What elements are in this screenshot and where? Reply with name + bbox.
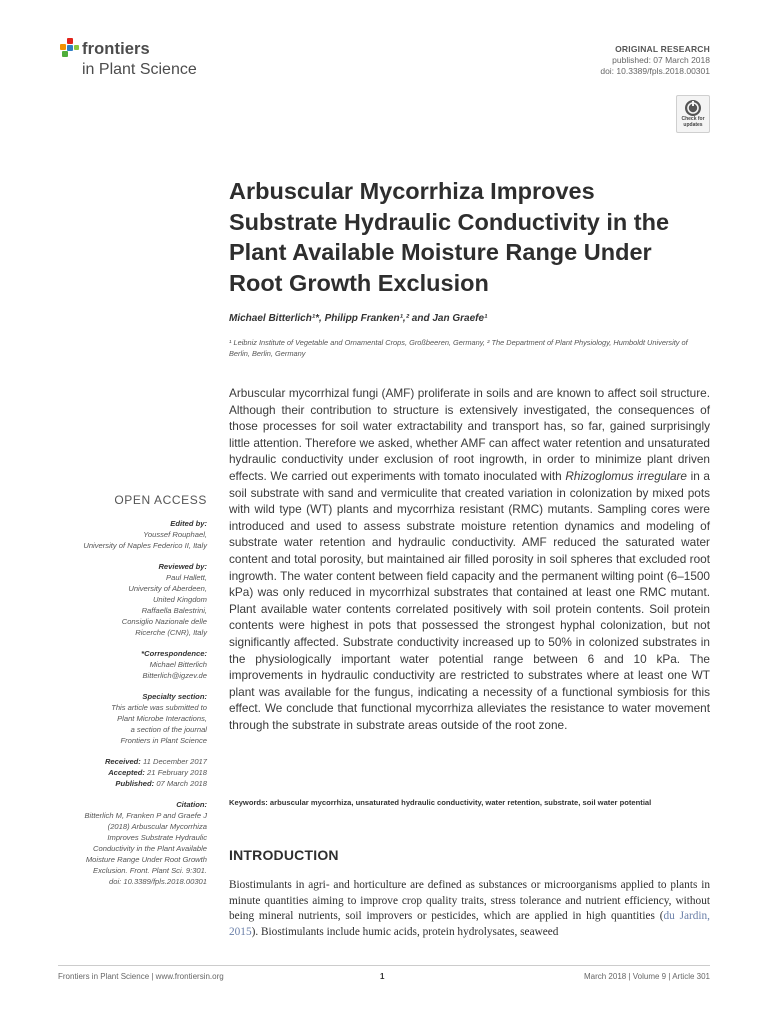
reviewed-by-heading: Reviewed by: bbox=[158, 562, 207, 571]
intro-text-1: Biostimulants in agri- and horticulture are defined as substances or microorganisms applied to plants in minute quantities aiming to improve crop quality traits, stress tolerance and nutrient efficiency, without being mineral nutrients, soil improvers or pesticides, which are applied in high quantities ( bbox=[229, 879, 710, 923]
correspondence-name: Michael Bitterlich bbox=[149, 660, 207, 669]
citation-line: Exclusion. Front. Plant Sci. 9:301. bbox=[93, 866, 207, 875]
reviewer-line: United Kingdom bbox=[152, 595, 207, 604]
correspondence-email[interactable]: Bitterlich@igzev.de bbox=[142, 671, 207, 680]
edited-by-heading: Edited by: bbox=[170, 519, 207, 528]
check-updates-icon bbox=[684, 99, 702, 117]
footer-issue: March 2018 | Volume 9 | Article 301 bbox=[583, 972, 710, 981]
article-doi[interactable]: doi: 10.3389/fpls.2018.00301 bbox=[600, 66, 710, 76]
correspondence-section bbox=[58, 648, 207, 681]
accepted-date: 21 February 2018 bbox=[147, 768, 207, 777]
footer-journal: Frontiers in Plant Science | www.frontiersin.org bbox=[58, 972, 224, 981]
article-type: ORIGINAL RESEARCH bbox=[615, 44, 710, 54]
editor-line: University of Naples Federico II, Italy bbox=[83, 541, 207, 550]
page-number: 1 bbox=[380, 972, 385, 981]
article-meta bbox=[600, 44, 710, 77]
check-for-updates-button[interactable] bbox=[676, 95, 710, 133]
received-date: 11 December 2017 bbox=[142, 757, 207, 766]
correspondence-heading: *Correspondence: bbox=[141, 649, 207, 658]
article-title: Arbuscular Mycorrhiza Improves Substrate Hydraulic Conductivity in the Plant Available Moisture Range Under Root Growth Exclusion bbox=[229, 178, 670, 296]
specialty-line: Frontiers in Plant Science bbox=[120, 736, 207, 745]
edited-by-section bbox=[58, 518, 207, 551]
citation-section bbox=[58, 799, 207, 887]
abstract-text-1: Arbuscular mycorrhizal fungi (AMF) proliferate in soils and are known to affect soil structure. Although their contribution to structure is extensively investigated, the consequences of those processes for soil water extractability and transport has, so far, gained surprisingly little attention. Therefore we asked, whether AMF can affect water retention and unsaturated hydraulic conductivity under exclusion of root ingrowth, in order to minimize plant driven effects. We carried out experiments with tomato inoculated with bbox=[229, 386, 710, 483]
citation-line: Moisture Range Under Root Growth bbox=[85, 855, 207, 864]
abstract-text-2: in a soil substrate with sand and vermiculite that created variation in colonization by mixed pots with wild type (WT) plants and mycorrhiza resistant (RMC) mutants. Sampling cores were introduced and used to assess substrate moisture retention dynamics and modeling of substrate water retention and hydraulic conductivity. AMF reduced the saturated water content and total porosity, but maintained air filled porosity in soil spheres that excluded root ingrowth. The water content between field capacity and the permanent wilting point (6–1500 kPa) was only reduced in mycorrhizal substrates that contained at least one RMC mutant. Plant available water contents correlated positively with soil protein contents. Soil protein contents were highest in pots that possessed the strongest hyphal colonization, but not significantly affected. Substrate conductivity increased up to 50% in colonized substrates in the physiologically important water potential range between 6 and 10 kPa. The improvements in hydraulic conductivity are restricted to substrates where at least one WT plant was available for the fungus, indicating a necessity of a functional symbiosis for this effect. We conclude that functional mycorrhiza alleviates the resistance to water movement through the substrate in substrate areas outside of the root zone. bbox=[229, 468, 710, 732]
introduction-heading: INTRODUCTION bbox=[229, 847, 339, 863]
species-name: Rhizoglomus irregulare bbox=[565, 468, 687, 483]
intro-text-2: ). Biostimulants include humic acids, protein hydrolysates, seaweed bbox=[251, 925, 559, 938]
footer-divider bbox=[58, 965, 710, 966]
published-line bbox=[58, 778, 207, 789]
open-access-label: OPEN ACCESS bbox=[114, 493, 207, 507]
dates-section bbox=[58, 756, 207, 789]
editor-line: Youssef Rouphael, bbox=[143, 530, 207, 539]
received-label: Received: bbox=[104, 757, 141, 766]
check-updates-label-2: updates bbox=[683, 121, 703, 128]
author-list: Michael Bitterlich¹*, Philipp Franken¹,² and Jan Graefe¹ bbox=[229, 313, 488, 324]
reviewer-line: University of Aberdeen, bbox=[128, 584, 207, 593]
check-updates-label-1: Check for bbox=[681, 116, 705, 122]
citation-line: (2018) Arbuscular Mycorrhiza bbox=[107, 822, 207, 831]
reviewer-line: Raffaella Balestrini, bbox=[141, 606, 207, 615]
article-sidebar bbox=[58, 495, 207, 897]
abstract bbox=[229, 385, 710, 733]
accepted-line bbox=[58, 767, 207, 778]
journal-name: in Plant Science bbox=[82, 61, 197, 78]
published-date: published: 07 March 2018 bbox=[612, 55, 710, 65]
specialty-line: a section of the journal bbox=[130, 725, 207, 734]
citation-line: Improves Substrate Hydraulic bbox=[107, 833, 207, 842]
citation-heading: Citation: bbox=[176, 800, 207, 809]
specialty-line: This article was submitted to bbox=[111, 703, 207, 712]
specialty-heading: Specialty section: bbox=[142, 692, 207, 701]
reviewer-line: Ricerche (CNR), Italy bbox=[135, 628, 207, 637]
introduction-paragraph bbox=[229, 878, 710, 940]
received-line bbox=[58, 756, 207, 767]
reviewer-line: Consiglio Nazionale delle bbox=[121, 617, 207, 626]
brand-name: frontiers bbox=[82, 40, 150, 58]
specialty-line: Plant Microbe Interactions, bbox=[117, 714, 207, 723]
citation-line: Bitterlich M, Franken P and Graefe J bbox=[84, 811, 207, 820]
journal-logo bbox=[58, 34, 238, 84]
citation-line: doi: 10.3389/fpls.2018.00301 bbox=[109, 877, 207, 886]
accepted-label: Accepted: bbox=[108, 768, 145, 777]
published-label: Published: bbox=[115, 779, 155, 788]
published-sidebar-date: 07 March 2018 bbox=[156, 779, 207, 788]
reviewer-line: Paul Hallett, bbox=[166, 573, 207, 582]
citation-link[interactable]: du Jardin, 2015 bbox=[229, 910, 710, 938]
affiliations: ¹ Leibniz Institute of Vegetable and Ornamental Crops, Großbeeren, Germany, ² The Department of Plant Physiology, Humboldt University of Berlin, Berlin, Germany bbox=[229, 338, 688, 358]
keywords: Keywords: arbuscular mycorrhiza, unsaturated hydraulic conductivity, water retention, substrate, soil water potential bbox=[229, 798, 652, 807]
frontiers-logo-icon bbox=[58, 36, 82, 60]
citation-line: Conductivity in the Plant Available bbox=[93, 844, 207, 853]
reviewed-by-section bbox=[58, 561, 207, 638]
specialty-section bbox=[58, 691, 207, 746]
